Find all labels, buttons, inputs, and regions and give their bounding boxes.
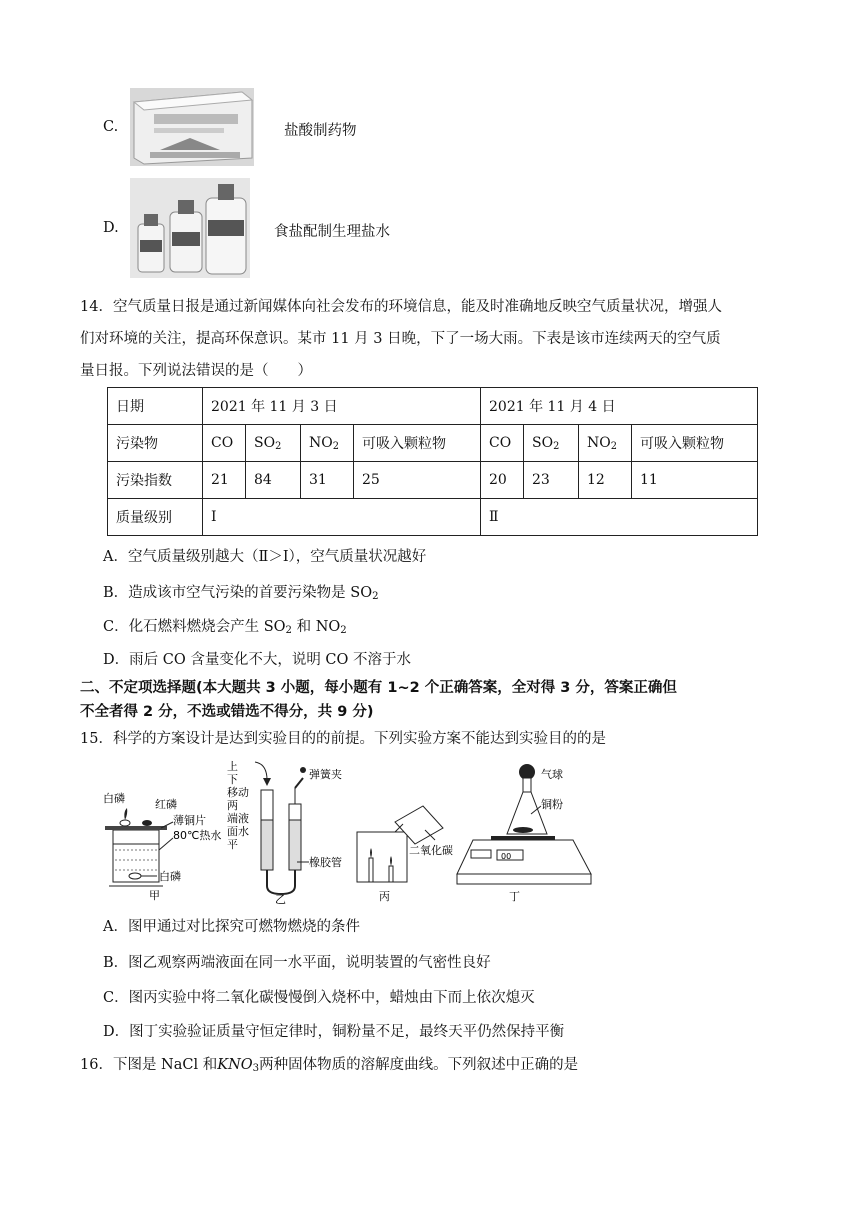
q14-option-b <box>103 581 379 602</box>
scale-display: 00 <box>501 852 512 861</box>
option-c-text: 盐酸制药物 <box>284 123 357 139</box>
q16-stem-post: 两种固体物质的溶解度曲线。下列叙述中正确的是 <box>259 1057 579 1073</box>
pollutant-no2: NO <box>587 434 611 451</box>
figure-yi <box>227 759 342 904</box>
label-copper-sheet: 薄铜片 <box>173 814 206 827</box>
q15-option-a: A．图甲通过对比探究可燃物燃烧的条件 <box>103 919 360 935</box>
table-cell: 21 <box>203 462 246 499</box>
section-heading-line1: 二、不定项选择题(本大题共 3 小题，每小题有 1~2 个正确答案，全对得 3 分，答案正确但 <box>80 680 677 696</box>
label-white-p-bottom: 白磷 <box>159 870 181 883</box>
option-d-letter: D. <box>103 220 119 236</box>
pollutant-particles: 可吸入颗粒物 <box>640 436 724 452</box>
figure-ding <box>457 764 591 903</box>
formula-kno3: KNO <box>217 1057 253 1073</box>
option-c-letter: C. <box>103 119 119 135</box>
q14-option-d: D．雨后 CO 含量变化不大，说明 CO 不溶于水 <box>103 652 412 668</box>
table-row <box>108 462 758 499</box>
q15-option-b: B．图乙观察两端液面在同一水平面，说明装置的气密性良好 <box>103 955 491 971</box>
q14-option-c <box>103 615 347 636</box>
label-level: 平 <box>227 838 238 851</box>
q16-stem <box>80 1053 578 1074</box>
table-cell: 31 <box>301 462 354 499</box>
subscript: 2 <box>610 440 617 452</box>
label-surface: 面水 <box>227 825 249 838</box>
label-ding: 丁 <box>509 890 520 903</box>
subscript: 2 <box>332 440 339 452</box>
subscript: 2 <box>340 625 347 636</box>
option-d-text: 食盐配制生理盐水 <box>274 224 390 240</box>
table-cell: 12 <box>579 462 632 499</box>
experiment-figures <box>95 758 595 904</box>
pollutant-no2: NO <box>309 434 333 451</box>
table-row <box>108 425 758 462</box>
label-ends: 端液 <box>227 812 249 825</box>
label-jia: 甲 <box>149 889 160 902</box>
label-two: 两 <box>227 799 238 812</box>
pollutant-particles: 可吸入颗粒物 <box>362 436 446 452</box>
pollutant-co: CO <box>211 435 234 451</box>
label-move-down: 下 <box>227 773 238 786</box>
level-day1: Ⅰ <box>203 499 481 536</box>
q14-option-c-text: C．化石燃料燃烧会产生 SO <box>103 619 286 635</box>
label-rubber-tube: 橡胶管 <box>309 856 342 869</box>
index-label: 污染指数 <box>108 462 203 499</box>
table-row <box>108 388 758 425</box>
subscript: 2 <box>275 440 282 452</box>
q14-option-a: A．空气质量级别越大（Ⅱ＞Ⅰ），空气质量状况越好 <box>103 549 427 565</box>
label-white-p-top: 白磷 <box>103 792 125 805</box>
label-copper-powder: 铜粉 <box>541 798 563 811</box>
label-red-p: 红磷 <box>155 798 177 811</box>
table-cell: 11 <box>632 462 758 499</box>
subscript: 2 <box>372 591 379 602</box>
date-label: 日期 <box>108 388 203 425</box>
date-day1: 2021 年 11 月 3 日 <box>203 388 481 425</box>
pollutant-so2: SO <box>532 434 554 451</box>
level-label: 质量级别 <box>108 499 203 536</box>
label-move-up: 上 <box>227 760 238 773</box>
date-day2: 2021 年 11 月 4 日 <box>481 388 758 425</box>
figure-jia <box>103 791 221 902</box>
table-cell: 25 <box>354 462 481 499</box>
q14-stem-line2: 们对环境的关注，提高环保意识。某市 11 月 3 日晚，下了一场大雨。下表是该市连续两天的空气质 <box>80 331 721 347</box>
label-yi: 乙 <box>275 893 286 904</box>
label-move: 移动 <box>227 786 249 799</box>
table-cell: 23 <box>524 462 579 499</box>
air-quality-table <box>107 387 758 536</box>
table-row <box>108 499 758 536</box>
figure-bing <box>357 806 453 903</box>
subscript: 3 <box>252 1063 260 1074</box>
subscript: 2 <box>285 625 292 636</box>
q16-stem-pre: 16．下图是 NaCl 和 <box>80 1057 218 1073</box>
section-heading-line2: 不全者得 2 分，不选或错选不得分，共 9 分) <box>80 704 374 720</box>
pollutant-co: CO <box>489 435 512 451</box>
label-spring-clip: 弹簧夹 <box>309 768 342 781</box>
table-cell: 20 <box>481 462 524 499</box>
q15-option-c: C．图丙实验中将二氧化碳慢慢倒入烧杯中，蜡烛由下而上依次熄灭 <box>103 990 535 1006</box>
level-day2: Ⅱ <box>481 499 758 536</box>
q15-stem: 15．科学的方案设计是达到实验目的的前提。下列实验方案不能达到实验目的的是 <box>80 731 606 747</box>
label-co2: 二氧化碳 <box>409 844 453 857</box>
q14-option-b-text: B．造成该市空气污染的首要污染物是 SO <box>103 585 373 601</box>
pollutant-label: 污染物 <box>108 425 203 462</box>
label-hot-water: 80℃热水 <box>173 829 222 842</box>
medicine-box-image <box>130 88 254 166</box>
q14-stem-line1: 14．空气质量日报是通过新闻媒体向社会发布的环境信息，能及时准确地反映空气质量状况，增强人 <box>80 299 722 315</box>
saline-bottles-image <box>130 178 250 278</box>
pollutant-so2: SO <box>254 434 276 451</box>
q14-stem-line3: 量日报。下列说法错误的是（ ） <box>80 363 312 379</box>
q14-option-c-text2: 和 NO <box>296 619 341 635</box>
label-bing: 丙 <box>379 890 390 903</box>
table-cell: 84 <box>246 462 301 499</box>
subscript: 2 <box>553 440 560 452</box>
label-balloon: 气球 <box>541 768 563 781</box>
q15-option-d: D．图丁实验验证质量守恒定律时，铜粉量不足，最终天平仍然保持平衡 <box>103 1024 565 1040</box>
